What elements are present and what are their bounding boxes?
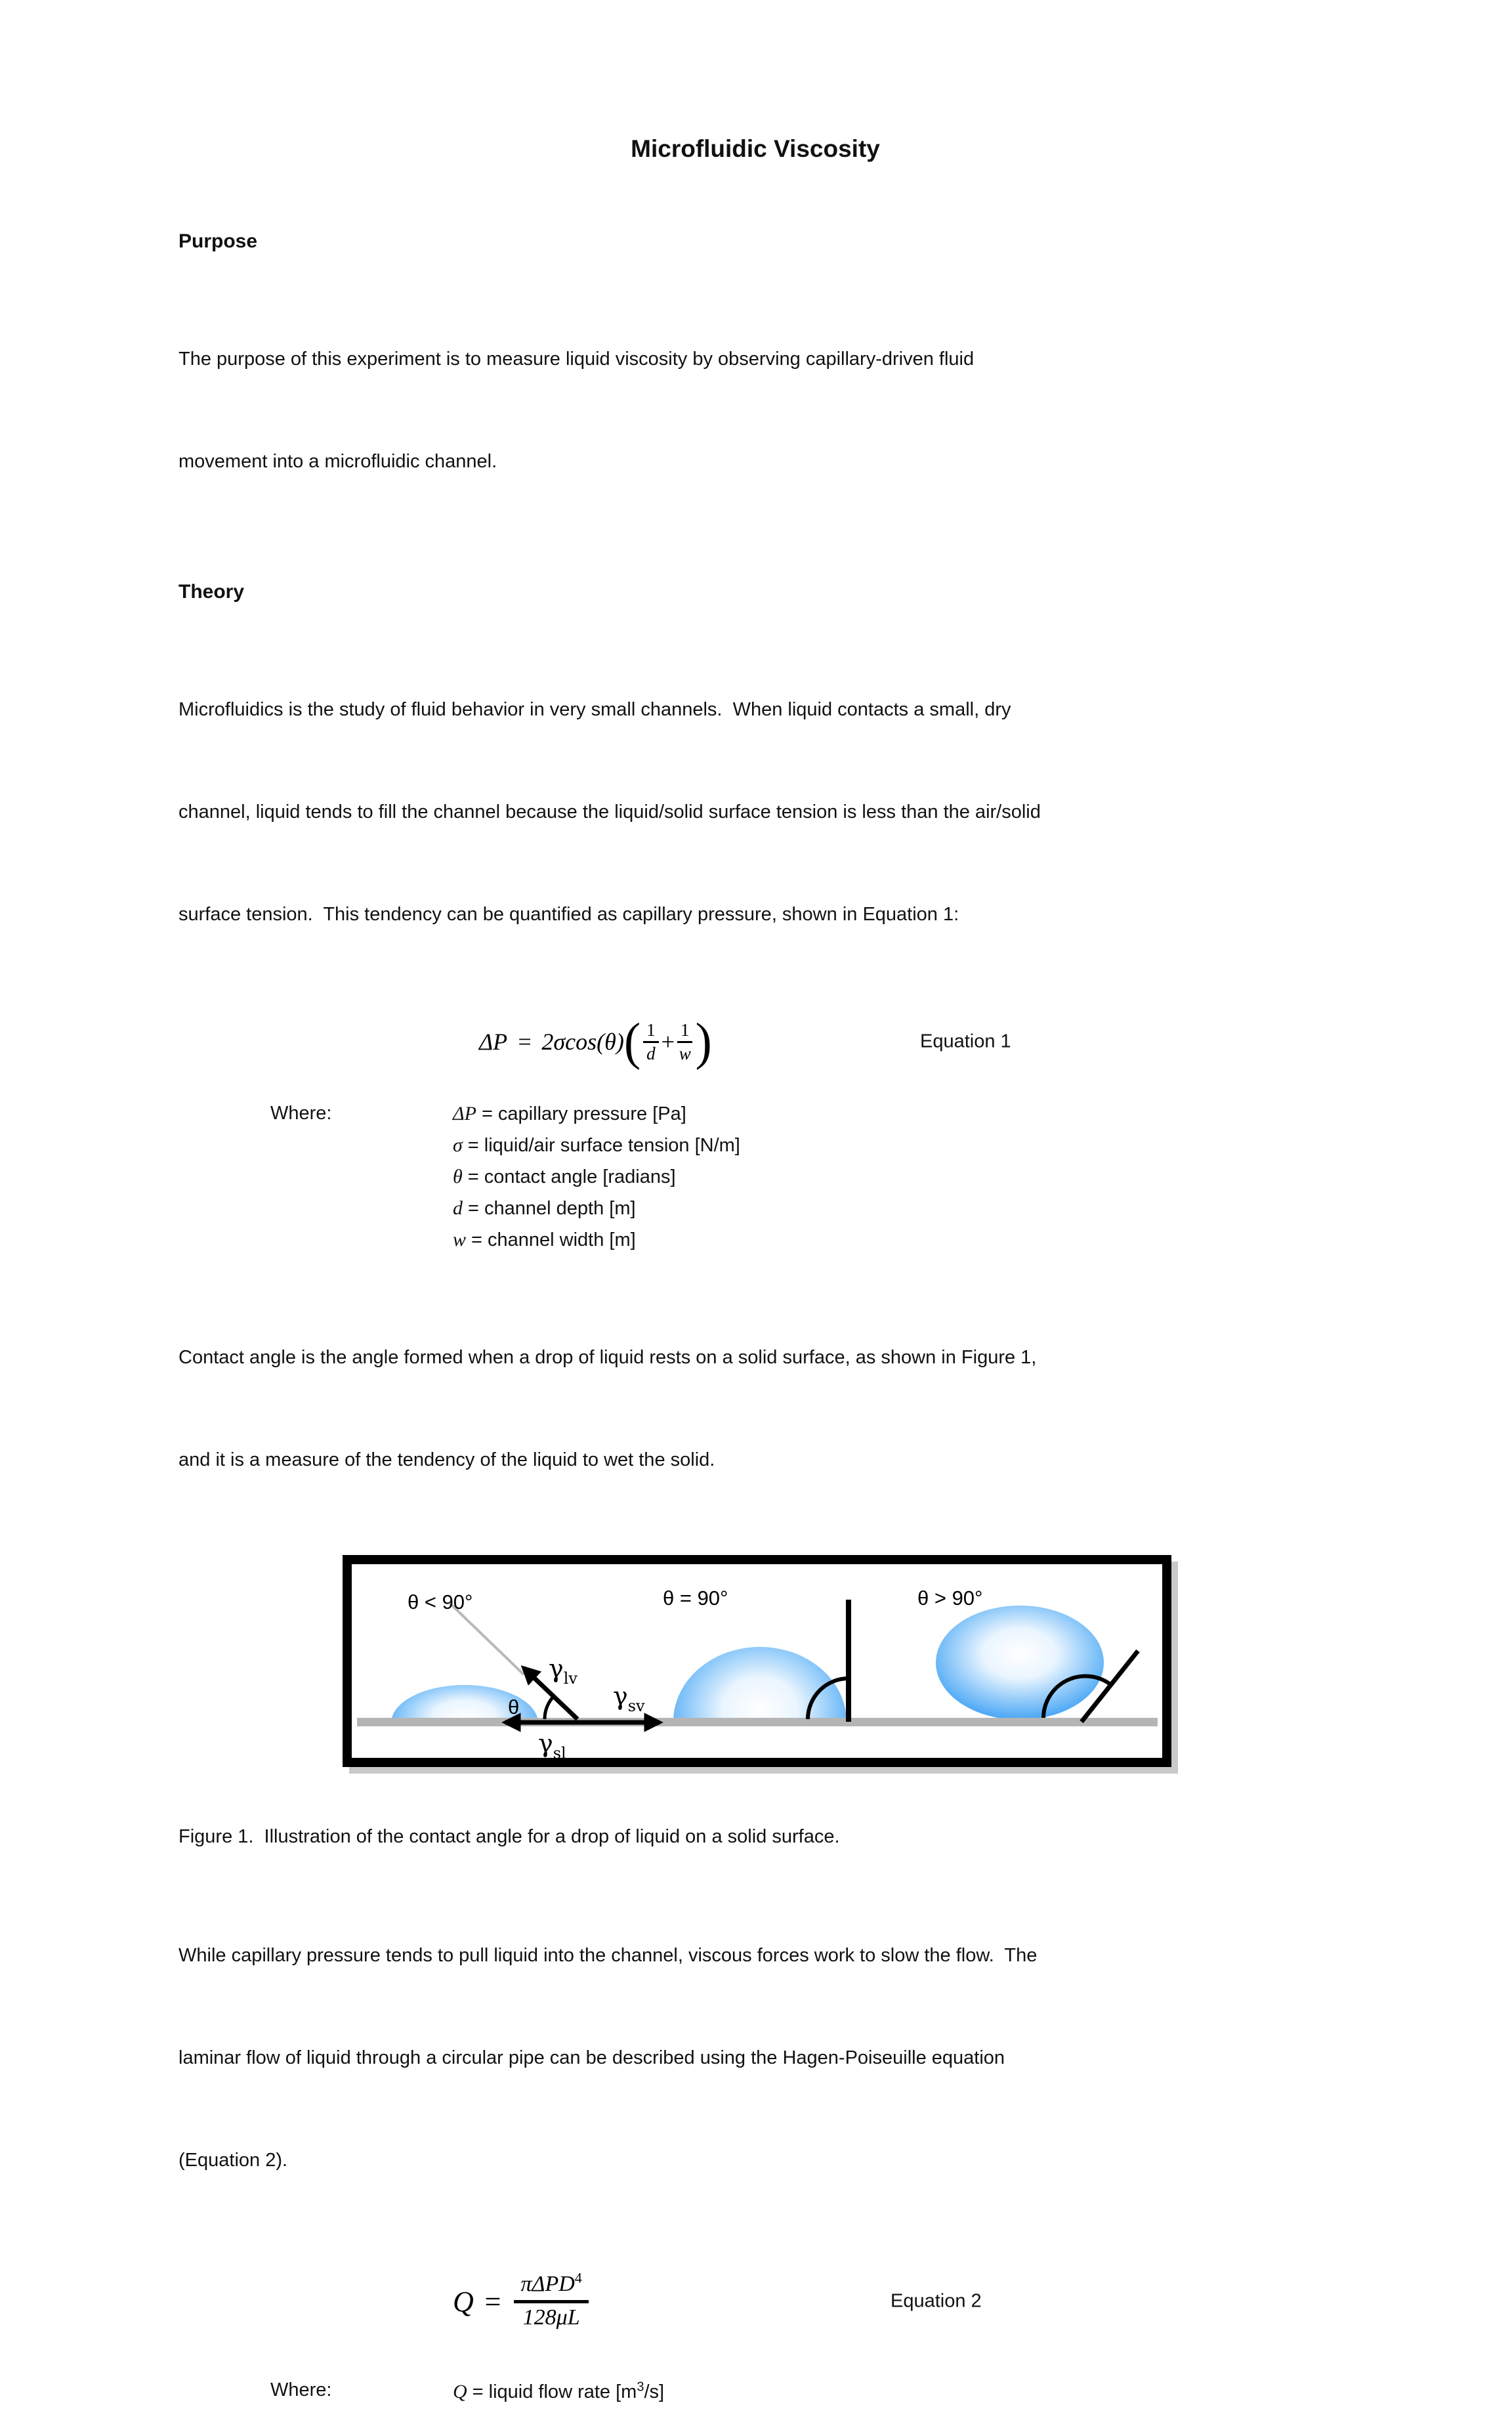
eq1-fraction-2 (677, 1020, 693, 1064)
unit-exponent: 3 (637, 2379, 644, 2395)
variable-symbol: θ (453, 1166, 463, 1187)
equation-1-row (178, 1005, 1332, 1078)
where-label: Where: (270, 2379, 332, 2400)
contact-angle-paragraph (178, 1272, 1332, 1545)
variable-symbol: w (453, 1229, 467, 1250)
viscous-forces-paragraph (178, 1870, 1332, 2246)
definition-row (453, 1098, 740, 1130)
fraction-denominator: d (646, 1043, 656, 1063)
definition-row (453, 1224, 740, 1256)
label-theta-equal-90: θ = 90° (663, 1587, 728, 1610)
theta-symbol: θ (508, 1695, 520, 1718)
eq2-fraction (514, 2271, 588, 2332)
definition-row (453, 1193, 740, 1224)
equation-2-row (178, 2255, 1332, 2347)
close-paren: ) (695, 1012, 712, 1071)
paragraph-line: Microfluidics is the study of fluid behavior in very small channels. When liquid contacts a small, dry (178, 699, 1011, 720)
variable-definition: = channel depth [m] (468, 1198, 636, 1219)
where-block-1 (178, 1098, 1332, 1256)
definition-row (453, 1161, 740, 1193)
variable-definition-tail: /s] (644, 2381, 665, 2402)
paragraph-line: laminar flow of liquid through a circular pipe can be described using the Hagen-Poiseuille equation (178, 2047, 1005, 2068)
where-label: Where: (270, 1103, 332, 1124)
fraction-denominator: w (679, 1043, 691, 1063)
eq1-equals: = (516, 1029, 533, 1055)
fraction-denominator: 128μL (522, 2305, 580, 2330)
eq1-lhs: ΔP (479, 1029, 508, 1055)
gamma-sv-label: γsv (613, 1682, 645, 1715)
variable-definition: = liquid flow rate [m (472, 2381, 637, 2402)
exponent: 4 (574, 2269, 582, 2286)
variable-definition: = capillary pressure [Pa] (481, 1103, 686, 1124)
gamma-lv-label: γlv (549, 1654, 578, 1688)
purpose-paragraph (178, 274, 1332, 547)
variable-definitions (453, 1098, 740, 1256)
label-theta-greater-90: θ > 90° (917, 1587, 983, 1610)
page-title: Microfluidic Viscosity (631, 135, 880, 162)
tangent-extension-line (450, 1604, 524, 1674)
variable-symbol: ΔP (453, 1103, 476, 1124)
paragraph-line: The purpose of this experiment is to measure liquid viscosity by observing capillary-driven fluid (178, 349, 975, 370)
droplet-theta-greater-90 (936, 1606, 1104, 1720)
where-block-2 (178, 2375, 1332, 2409)
variable-definition: = liquid/air surface tension [N/m] (467, 1135, 740, 1156)
label-theta-less-90: θ < 90° (408, 1590, 473, 1613)
figure-1-caption: Figure 1. Illustration of the contact angle for a drop of liquid on a solid surface. (178, 1826, 840, 1847)
figure-1 (343, 1555, 1171, 1767)
variable-definition: = channel width [m] (471, 1229, 636, 1250)
equation-1-label: Equation 1 (920, 1031, 1011, 1052)
contact-angle-illustration (352, 1564, 1162, 1758)
variable-symbol: d (453, 1197, 463, 1219)
paragraph-line: and it is a measure of the tendency of the liquid to wet the solid. (178, 1449, 715, 1470)
droplet-theta-equal-90 (673, 1647, 847, 1758)
paragraph-line: channel, liquid tends to fill the channel because the liquid/solid surface tension is less than the air/solid (178, 801, 1041, 822)
variable-symbol: Q (453, 2381, 467, 2402)
variable-definitions (453, 2375, 664, 2409)
equation-2-math (453, 2255, 591, 2347)
paragraph-line: While capillary pressure tends to pull liquid into the channel, viscous forces work to slow the flow. The (178, 1945, 1038, 1966)
eq1-fraction-1 (643, 1020, 659, 1064)
fraction-numerator: πΔPD$^4$ (514, 2271, 588, 2303)
eq1-coefficient: 2σcos(θ) (541, 1029, 624, 1055)
gamma-sl-label: γsl (538, 1729, 566, 1758)
eq2-lhs: Q (453, 2285, 474, 2318)
paragraph-line: (Equation 2). (178, 2150, 288, 2171)
paragraph-line: surface tension. This tendency can be quantified as capillary pressure, shown in Equation 1: (178, 904, 959, 925)
eq2-equals: = (482, 2285, 503, 2318)
theory-heading: Theory (178, 581, 245, 603)
fraction-numerator: 1 (677, 1020, 693, 1043)
definition-row (453, 2375, 664, 2409)
purpose-heading: Purpose (178, 230, 258, 252)
equation-2-label: Equation 2 (891, 2290, 982, 2312)
fraction-numerator: 1 (643, 1020, 659, 1043)
theta-angle-arc (545, 1696, 554, 1719)
solid-surface (357, 1718, 1158, 1726)
definition-row (453, 1130, 740, 1161)
variable-definition: = contact angle [radians] (467, 1166, 676, 1187)
paragraph-line: movement into a microfluidic channel. (178, 451, 497, 472)
variable-symbol: σ (453, 1134, 463, 1156)
open-paren: ( (623, 1012, 641, 1071)
equation-1-math (479, 1005, 712, 1078)
theory-paragraph (178, 624, 1332, 1000)
paragraph-line: Contact angle is the angle formed when a drop of liquid rests on a solid surface, as shown in Figure 1, (178, 1347, 1037, 1368)
eq1-plus: + (661, 1029, 675, 1055)
